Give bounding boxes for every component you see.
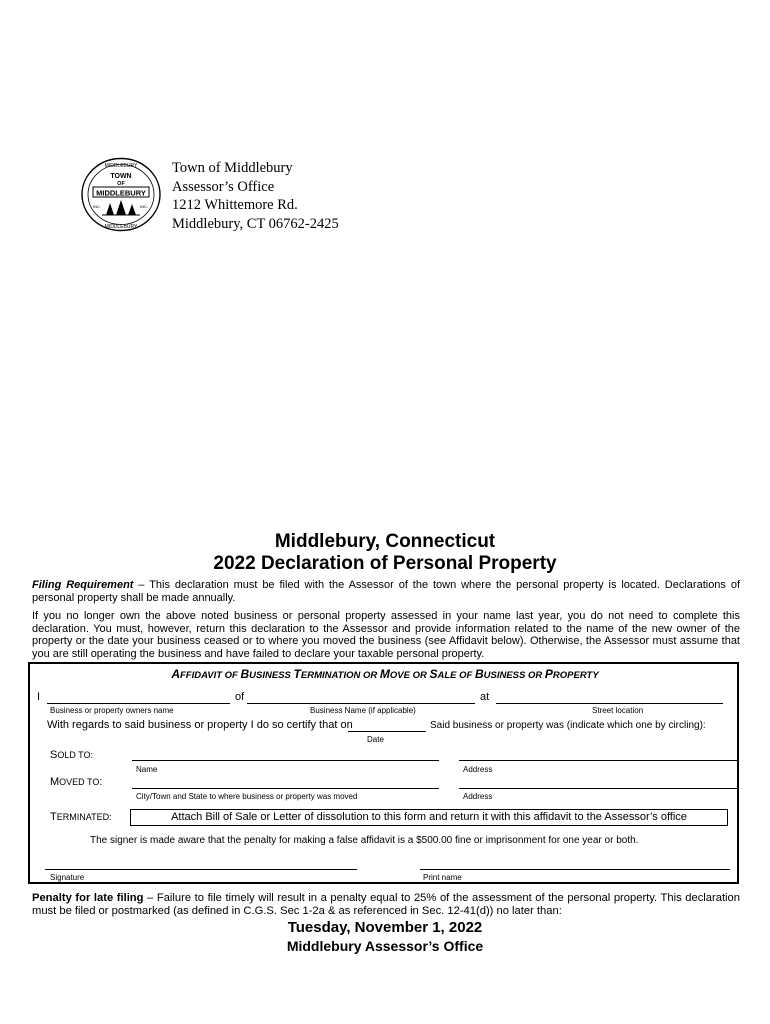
certify-text: With regards to said business or property I do so certify that on — [47, 719, 353, 731]
affidavit-title-part: B — [474, 667, 484, 681]
seal-ring-text-bottom: MIDDLEBURY — [104, 224, 138, 230]
seal-right-text: INC. — [140, 204, 148, 209]
address-line-street: 1212 Whittemore Rd. — [172, 197, 298, 213]
seal-town-text: TOWN — [110, 173, 132, 180]
penalty-paragraph — [32, 892, 740, 917]
affidavit-title-part: A — [171, 667, 180, 681]
seal-of-text: OF — [117, 181, 125, 187]
filing-deadline-date: Tuesday, November 1, 2022 — [287, 919, 483, 936]
filing-requirement-paragraph — [32, 579, 740, 604]
address-line-city: Middlebury, CT 06762-2425 — [172, 215, 339, 232]
signature-field[interactable] — [45, 869, 357, 870]
caption-owner-name: Business or property owners name — [50, 706, 174, 715]
owner-name-field[interactable] — [47, 703, 230, 704]
filing-requirement-text: – This declaration must be filed with the Assessor of the town where the personal property is located. Declarations of personal property shall be made annually. — [32, 579, 740, 604]
affidavit-title — [0, 667, 770, 681]
moved-to-colon: : — [99, 776, 103, 788]
business-name-field[interactable] — [247, 703, 475, 704]
print-name-field[interactable] — [420, 869, 730, 870]
caption-address: Address — [463, 765, 493, 774]
sold-to-address-field[interactable] — [459, 760, 739, 761]
affidavit-title-part: FFIDAVIT OF — [179, 670, 241, 681]
moved-to-initial: M — [50, 776, 60, 788]
affidavit-title-part: ROPERTY — [552, 670, 599, 681]
circling-instruction: Said business or property was (indicate which one by circling): — [430, 720, 706, 731]
affidavit-title-part: ALE OF — [437, 670, 475, 681]
sold-to-initial: S — [50, 749, 58, 761]
caption-street-location: Street location — [592, 706, 644, 715]
sold-to-option[interactable] — [50, 749, 93, 761]
street-location-field[interactable] — [496, 703, 723, 704]
caption-address: Address — [463, 792, 493, 801]
document-title-location: Middlebury, Connecticut — [274, 531, 496, 552]
moved-to-address-field[interactable] — [459, 788, 739, 789]
terminated-initial: T — [50, 811, 57, 823]
penalty-label: Penalty for late filing — [32, 892, 144, 904]
caption-print-name: Print name — [423, 873, 462, 882]
affidavit-of-label: of — [235, 691, 245, 703]
terminated-rest: ERMINATED: — [56, 812, 112, 822]
affidavit-box — [28, 662, 739, 884]
terminated-option[interactable] — [50, 811, 112, 823]
affidavit-title-part: USINESS — [249, 670, 294, 681]
affidavit-title-part: M — [379, 667, 390, 681]
affidavit-title-part: USINESS OR — [483, 670, 545, 681]
affidavit-at-label: at — [480, 691, 490, 703]
sold-to-name-field[interactable] — [132, 760, 439, 761]
caption-signature: Signature — [50, 873, 85, 882]
no-longer-own-paragraph: If you no longer own the above noted business or personal property assessed in your name last year, you do not need to complete this declaration. You must, however, return this declaration to the Assessor and provide information related to the name of the new owner of the property or the date your business ceased or to where you moved the business (see Affidavit below). Otherwise, the Assessor must assume that you are still operating the business and have failed to declare your taxable personal property. — [32, 610, 740, 660]
signer-penalty-notice: The signer is made aware that the penalty for making a false affidavit is a $500.00 fine or imprisonment for one year or both. — [90, 835, 639, 846]
town-seal-graphic — [80, 157, 162, 232]
affidavit-title-part: ERMINATION OR — [300, 670, 380, 681]
caption-name: Name — [136, 765, 158, 774]
address-line-office: Assessor’s Office — [172, 178, 275, 195]
affidavit-title-part: P — [544, 667, 553, 681]
filing-requirement-label: Filing Requirement — [32, 579, 134, 591]
affidavit-i-label: I — [37, 691, 41, 703]
affidavit-title-part: OVE OR — [389, 670, 430, 681]
caption-city-state: City/Town and State to where business or property was moved — [136, 792, 358, 801]
seal-left-text: INC. — [93, 204, 101, 209]
affidavit-title-part: S — [429, 667, 438, 681]
assessor-address — [172, 159, 339, 233]
seal-middlebury-text: MIDDLEBURY — [96, 188, 146, 198]
moved-to-option[interactable] — [50, 776, 102, 788]
seal-ring-text: MIDDLEBURY — [104, 163, 138, 169]
address-line-town: Town of Middlebury — [172, 160, 293, 176]
sold-to-rest: OLD TO: — [57, 750, 94, 760]
date-field[interactable] — [348, 731, 426, 732]
attach-instruction-box: Attach Bill of Sale or Letter of dissolution to this form and return it with this affidavit to the Assessor’s office — [130, 809, 728, 826]
affidavit-title-part: B — [240, 667, 250, 681]
moved-to-city-field[interactable] — [132, 788, 439, 789]
caption-business-name: Business Name (if applicable) — [310, 706, 416, 715]
document-title-declaration: 2022 Declaration of Personal Property — [213, 553, 557, 574]
town-seal — [80, 157, 162, 232]
affidavit-title-part: T — [293, 667, 301, 681]
moved-to-rest: OVED TO — [59, 777, 100, 787]
penalty-text: – Failure to file timely will result in a penalty equal to 25% of the assessment of the personal property. This declaration must be filed or postmarked (as defined in C.G.S. Sec 1-2a & as referenced in Sec. 12-41(d)) no later than: — [32, 892, 740, 917]
filing-deadline-office: Middlebury Assessor’s Office — [286, 938, 484, 954]
caption-date: Date — [367, 735, 384, 744]
